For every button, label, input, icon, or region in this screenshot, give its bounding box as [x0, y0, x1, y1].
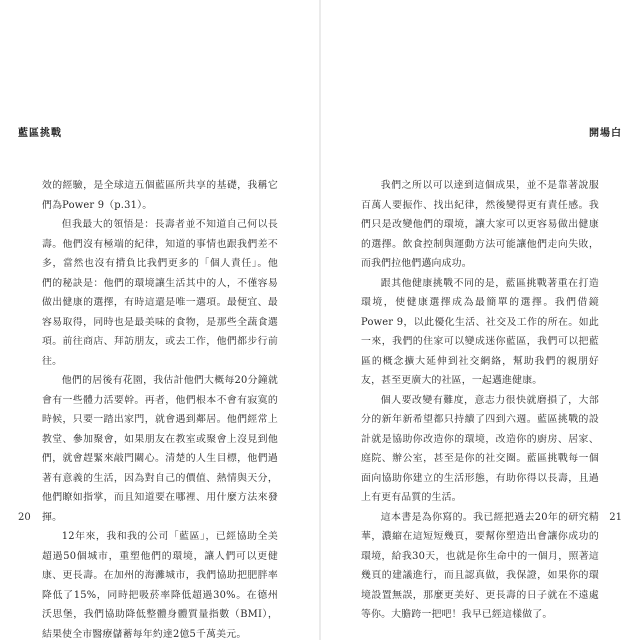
paragraph: 12年來，我和我的公司「藍區」，已經協助全美超過50個城市，重塑他們的環境，讓人們可以更健康、更長壽。在加州的海灘城市，我們協助把肥胖率降低了15%，同時把吸菸率降低超過30%。在德州沃思堡，我們協助降低整體身體質量指數（BMI），結果使全市醫療儲蓄每年約達2億5千萬美元。: [42, 531, 278, 640]
page-number: 20: [18, 512, 31, 523]
paragraph: 個人要改變有難度，意志力很快就磨損了，大部分的新年新希望都只持續了四到六週。藍區挑戰的設計就是協助你改造你的環境，改造你的廚房、居家、庭院、辦公室，甚至是你的社交圈。藍區挑戰每一個面向協助你建立的生活形態，有助你得以長壽，且過上有更有品質的生活。: [361, 394, 599, 503]
paragraph: 效的經驗，是全球這五個藍區所共享的基礎，我稱它們為Power 9（p.31）。: [42, 180, 278, 211]
right-page: [321, 0, 640, 640]
paragraph: 他們的居後有花園，我估計他們大概每20分鐘就會有一些體力活要幹。再者，他們根本不會有寂寞的時候，只要一踏出家門，就會遇到鄰居。他們經常上教堂、參加聚會，如果朋友在教室或聚會上沒見到他們，就會趕緊來敲門關心。清楚的人生目標，他們過著有意義的生活，因為對自己的價值、熱情與天分，他們瞭如指掌，而且知道要在哪裡、用什麼方法來發揮。: [42, 375, 278, 523]
page-number: 21: [609, 512, 622, 523]
body-text: [42, 176, 278, 644]
body-text: [361, 176, 599, 625]
running-header: 藍區挑戰: [18, 128, 62, 139]
paragraph: 但我最大的領悟是：長壽者並不知道自己何以長壽。他們沒有極端的紀律，知道的事情也跟我們差不多，當然也沒有揹負比我們更多的「個人責任」。他們的秘訣是：他們的環境讓生活其中的人，不僅容易做出健康的選擇，有時這還是唯一選項。最便宜、最容易取得，同時也是最美味的食物，是那些全蔬食選項。前往商店、拜訪朋友，或去工作，他們都步行前往。: [42, 219, 278, 367]
paragraph: 我們之所以可以達到這個成果，並不是靠著說服百萬人要振作、找出紀律，然後變得更有責任感。我們只是改變他們的環境，讓大家可以更容易做出健康的選擇。飲食控制與運動方法可能讓他們走向失敗，而我們拉他們邁向成功。: [361, 180, 599, 269]
left-page: [0, 0, 319, 640]
running-header: 開場白: [589, 128, 622, 139]
paragraph: 這本書是為你寫的。我已經把過去20年的研究精華，濃縮在這短短幾頁，要幫你塑造出會讓你成功的環境，給我30天，也就是你生命中的一個月，照著這幾頁的建議進行，而且認真做，我保證，如果你的環境設置無誤，那麼更美好、更長壽的日子就在不遠處等你。大膽跨一把吧！我早已經這樣做了。: [361, 511, 599, 620]
paragraph: 跟其他健康挑戰不同的是，藍區挑戰著重在打造環境，使健康選擇成為最簡單的選擇。我們借鏡Power 9，以此優化生活、社交及工作的所在。如此一來，我們的住家可以變成迷你藍區，我們可以把藍區的概念擴大延伸到社交網絡，幫助我們的親朋好友，甚至更廣大的社區，一起邁進健康。: [361, 277, 599, 386]
